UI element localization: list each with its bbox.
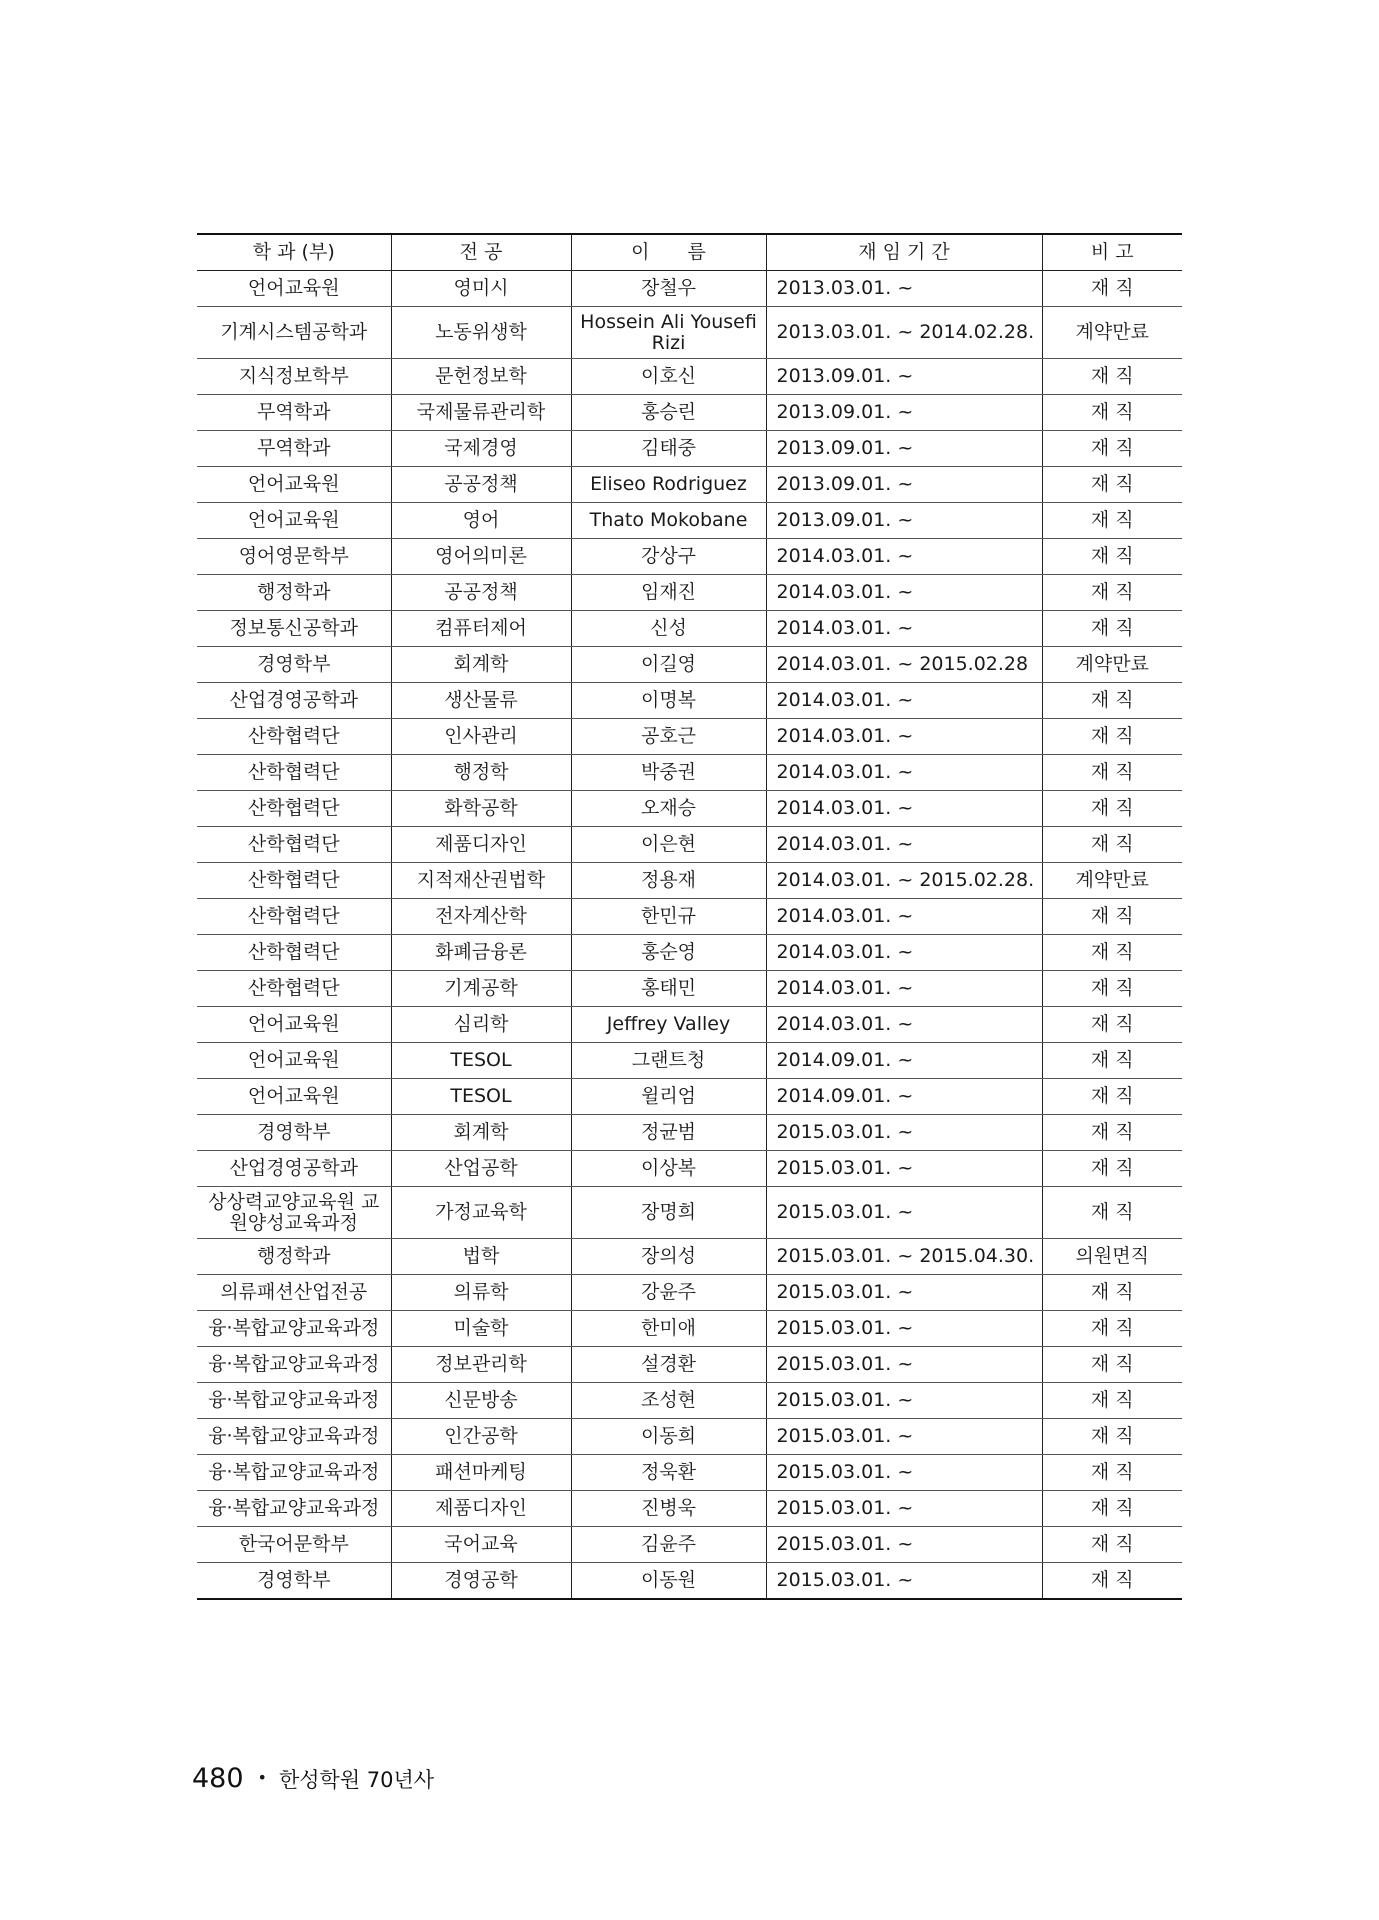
tenure-cell: 2015.03.01. ~ [766,1419,1042,1455]
department-cell: 산업경영공학과 [197,1151,391,1187]
name-cell: 강상구 [571,539,766,575]
table-row [197,1079,1182,1115]
tenure-cell: 2014.03.01. ~ [766,827,1042,863]
name-cell: 장철우 [571,271,766,307]
table-row [197,719,1182,755]
major-cell: 의류학 [391,1275,571,1311]
major-cell: 영미시 [391,271,571,307]
name-cell: 장의성 [571,1239,766,1275]
table-row [197,503,1182,539]
remarks-cell: 재 직 [1042,1491,1182,1527]
remarks-cell: 재 직 [1042,971,1182,1007]
table-row [197,1311,1182,1347]
remarks-cell: 재 직 [1042,271,1182,307]
remarks-cell: 재 직 [1042,683,1182,719]
major-cell: 행정학 [391,755,571,791]
header-major: 전 공 [391,234,571,271]
department-cell: 융·복합교양교육과정 [197,1383,391,1419]
table-row [197,271,1182,307]
tenure-cell: 2014.03.01. ~ [766,1007,1042,1043]
name-cell: 홍순영 [571,935,766,971]
table-row [197,935,1182,971]
major-cell: 회계학 [391,1115,571,1151]
tenure-cell: 2015.03.01. ~ [766,1527,1042,1563]
department-cell: 융·복합교양교육과정 [197,1311,391,1347]
name-cell: 이명복 [571,683,766,719]
department-cell: 언어교육원 [197,1043,391,1079]
major-cell: 정보관리학 [391,1347,571,1383]
remarks-cell: 재 직 [1042,935,1182,971]
remarks-cell: 재 직 [1042,899,1182,935]
name-cell: 홍태민 [571,971,766,1007]
tenure-cell: 2014.09.01. ~ [766,1079,1042,1115]
department-cell: 산학협력단 [197,971,391,1007]
tenure-cell: 2015.03.01. ~ [766,1151,1042,1187]
major-cell: 국제물류관리학 [391,395,571,431]
tenure-cell: 2014.03.01. ~ [766,611,1042,647]
tenure-cell: 2013.03.01. ~ [766,271,1042,307]
remarks-cell: 재 직 [1042,575,1182,611]
name-cell: 한미애 [571,1311,766,1347]
name-cell: 이길영 [571,647,766,683]
table-row [197,1043,1182,1079]
major-cell: 가정교육학 [391,1187,571,1239]
name-cell: 진병욱 [571,1491,766,1527]
major-cell: 패션마케팅 [391,1455,571,1491]
department-cell: 무역학과 [197,431,391,467]
major-cell: 심리학 [391,1007,571,1043]
major-cell: 화학공학 [391,791,571,827]
remarks-cell: 재 직 [1042,1151,1182,1187]
table-row [197,1491,1182,1527]
major-cell: 국제경영 [391,431,571,467]
table-row [197,1239,1182,1275]
table-row [197,791,1182,827]
major-cell: 컴퓨터제어 [391,611,571,647]
footer-bullet: • [257,1768,267,1787]
table-row [197,863,1182,899]
remarks-cell: 재 직 [1042,395,1182,431]
table-row [197,1275,1182,1311]
major-cell: 회계학 [391,647,571,683]
major-cell: 노동위생학 [391,307,571,359]
department-cell: 언어교육원 [197,1079,391,1115]
name-cell: 김태중 [571,431,766,467]
department-cell: 언어교육원 [197,467,391,503]
department-cell: 산업경영공학과 [197,683,391,719]
remarks-cell: 재 직 [1042,1527,1182,1563]
major-cell: 경영공학 [391,1563,571,1600]
tenure-cell: 2015.03.01. ~ [766,1275,1042,1311]
remarks-cell: 재 직 [1042,791,1182,827]
remarks-cell: 재 직 [1042,359,1182,395]
major-cell: 신문방송 [391,1383,571,1419]
department-cell: 기계시스템공학과 [197,307,391,359]
department-cell: 경영학부 [197,647,391,683]
major-cell: 전자계산학 [391,899,571,935]
name-cell: Hossein Ali Yousefi Rizi [571,307,766,359]
remarks-cell: 재 직 [1042,1347,1182,1383]
tenure-cell: 2014.03.01. ~ [766,935,1042,971]
table-row [197,683,1182,719]
table-row [197,1115,1182,1151]
table-row [197,1527,1182,1563]
table-row [197,827,1182,863]
table-row [197,431,1182,467]
tenure-cell: 2013.09.01. ~ [766,395,1042,431]
name-cell: 윌리엄 [571,1079,766,1115]
tenure-cell: 2015.03.01. ~ 2015.04.30. [766,1239,1042,1275]
name-cell: 박중권 [571,755,766,791]
major-cell: TESOL [391,1079,571,1115]
tenure-cell: 2015.03.01. ~ [766,1347,1042,1383]
major-cell: 국어교육 [391,1527,571,1563]
major-cell: 영어 [391,503,571,539]
tenure-cell: 2014.03.01. ~ [766,791,1042,827]
major-cell: 인사관리 [391,719,571,755]
remarks-cell: 계약만료 [1042,647,1182,683]
name-cell: 김윤주 [571,1527,766,1563]
name-cell: 이동희 [571,1419,766,1455]
table-row [197,755,1182,791]
table-row [197,539,1182,575]
major-cell: 영어의미론 [391,539,571,575]
table-row [197,1383,1182,1419]
department-cell: 행정학과 [197,1239,391,1275]
department-cell: 한국어문학부 [197,1527,391,1563]
remarks-cell: 재 직 [1042,1563,1182,1600]
department-cell: 융·복합교양교육과정 [197,1455,391,1491]
remarks-cell: 재 직 [1042,1311,1182,1347]
tenure-cell: 2014.03.01. ~ [766,971,1042,1007]
remarks-cell: 재 직 [1042,539,1182,575]
major-cell: 미술학 [391,1311,571,1347]
department-cell: 행정학과 [197,575,391,611]
tenure-cell: 2014.03.01. ~ 2015.02.28. [766,863,1042,899]
major-cell: 산업공학 [391,1151,571,1187]
remarks-cell: 재 직 [1042,1419,1182,1455]
name-cell: 이동원 [571,1563,766,1600]
department-cell: 언어교육원 [197,503,391,539]
remarks-cell: 재 직 [1042,719,1182,755]
remarks-cell: 재 직 [1042,1007,1182,1043]
major-cell: 화폐금융론 [391,935,571,971]
department-cell: 산학협력단 [197,755,391,791]
tenure-cell: 2013.09.01. ~ [766,467,1042,503]
remarks-cell: 재 직 [1042,1275,1182,1311]
major-cell: 인간공학 [391,1419,571,1455]
table-row [197,467,1182,503]
page-number: 480 [192,1763,244,1794]
name-cell: 정욱환 [571,1455,766,1491]
name-cell: 신성 [571,611,766,647]
department-cell: 경영학부 [197,1115,391,1151]
tenure-cell: 2015.03.01. ~ [766,1115,1042,1151]
tenure-cell: 2013.09.01. ~ [766,503,1042,539]
name-cell: 장명희 [571,1187,766,1239]
department-cell: 산학협력단 [197,827,391,863]
faculty-table-container [197,233,1182,1600]
major-cell: 제품디자인 [391,827,571,863]
table-row [197,971,1182,1007]
table-row [197,611,1182,647]
tenure-cell: 2015.03.01. ~ [766,1455,1042,1491]
remarks-cell: 재 직 [1042,1383,1182,1419]
major-cell: 문헌정보학 [391,359,571,395]
remarks-cell: 재 직 [1042,827,1182,863]
major-cell: 지적재산권법학 [391,863,571,899]
table-row [197,395,1182,431]
name-cell: 설경환 [571,1347,766,1383]
major-cell: 기계공학 [391,971,571,1007]
name-cell: 정용재 [571,863,766,899]
name-cell: 그랜트청 [571,1043,766,1079]
department-cell: 융·복합교양교육과정 [197,1491,391,1527]
tenure-cell: 2015.03.01. ~ [766,1311,1042,1347]
department-cell: 산학협력단 [197,899,391,935]
table-row [197,307,1182,359]
department-cell: 무역학과 [197,395,391,431]
name-cell: 이은현 [571,827,766,863]
table-row [197,1419,1182,1455]
tenure-cell: 2014.03.01. ~ 2015.02.28 [766,647,1042,683]
major-cell: TESOL [391,1043,571,1079]
department-cell: 경영학부 [197,1563,391,1600]
table-row [197,1455,1182,1491]
table-row [197,1347,1182,1383]
header-tenure: 재 임 기 간 [766,234,1042,271]
tenure-cell: 2013.09.01. ~ [766,359,1042,395]
remarks-cell: 재 직 [1042,1187,1182,1239]
tenure-cell: 2014.03.01. ~ [766,755,1042,791]
tenure-cell: 2014.09.01. ~ [766,1043,1042,1079]
remarks-cell: 재 직 [1042,1079,1182,1115]
tenure-cell: 2014.03.01. ~ [766,683,1042,719]
tenure-cell: 2013.03.01. ~ 2014.02.28. [766,307,1042,359]
header-remarks: 비 고 [1042,234,1182,271]
major-cell: 제품디자인 [391,1491,571,1527]
tenure-cell: 2014.03.01. ~ [766,719,1042,755]
remarks-cell: 계약만료 [1042,307,1182,359]
remarks-cell: 재 직 [1042,611,1182,647]
table-row [197,1563,1182,1600]
tenure-cell: 2014.03.01. ~ [766,899,1042,935]
department-cell: 산학협력단 [197,719,391,755]
name-cell: 오재승 [571,791,766,827]
department-cell: 언어교육원 [197,271,391,307]
major-cell: 공공정책 [391,467,571,503]
tenure-cell: 2015.03.01. ~ [766,1563,1042,1600]
table-row [197,359,1182,395]
department-cell: 산학협력단 [197,935,391,971]
name-cell: Eliseo Rodriguez [571,467,766,503]
tenure-cell: 2014.03.01. ~ [766,575,1042,611]
remarks-cell: 재 직 [1042,503,1182,539]
major-cell: 생산물류 [391,683,571,719]
department-cell: 영어영문학부 [197,539,391,575]
table-row [197,1151,1182,1187]
department-cell: 산학협력단 [197,791,391,827]
name-cell: 임재진 [571,575,766,611]
department-cell: 지식정보학부 [197,359,391,395]
department-cell: 산학협력단 [197,863,391,899]
name-cell: 이호신 [571,359,766,395]
remarks-cell: 의원면직 [1042,1239,1182,1275]
name-cell: Thato Mokobane [571,503,766,539]
faculty-table [197,233,1182,1600]
remarks-cell: 재 직 [1042,431,1182,467]
department-cell: 융·복합교양교육과정 [197,1419,391,1455]
name-cell: 조성현 [571,1383,766,1419]
remarks-cell: 계약만료 [1042,863,1182,899]
name-cell: 공호근 [571,719,766,755]
book-title: 한성학원 70년사 [278,1768,435,1792]
department-cell: 상상력교양교육원 교원양성교육과정 [197,1187,391,1239]
table-row [197,899,1182,935]
remarks-cell: 재 직 [1042,1455,1182,1491]
page-footer [192,1763,434,1794]
tenure-cell: 2015.03.01. ~ [766,1383,1042,1419]
table-row [197,1187,1182,1239]
table-row [197,1007,1182,1043]
name-cell: 한민규 [571,899,766,935]
header-name: 이 름 [571,234,766,271]
major-cell: 공공정책 [391,575,571,611]
table-row [197,647,1182,683]
table-header-row [197,234,1182,271]
name-cell: Jeffrey Valley [571,1007,766,1043]
department-cell: 언어교육원 [197,1007,391,1043]
tenure-cell: 2015.03.01. ~ [766,1187,1042,1239]
header-department: 학 과 (부) [197,234,391,271]
tenure-cell: 2013.09.01. ~ [766,431,1042,467]
remarks-cell: 재 직 [1042,1115,1182,1151]
remarks-cell: 재 직 [1042,1043,1182,1079]
name-cell: 홍승린 [571,395,766,431]
table-row [197,575,1182,611]
tenure-cell: 2015.03.01. ~ [766,1491,1042,1527]
department-cell: 정보통신공학과 [197,611,391,647]
tenure-cell: 2014.03.01. ~ [766,539,1042,575]
major-cell: 법학 [391,1239,571,1275]
name-cell: 정균범 [571,1115,766,1151]
department-cell: 융·복합교양교육과정 [197,1347,391,1383]
remarks-cell: 재 직 [1042,755,1182,791]
name-cell: 강윤주 [571,1275,766,1311]
department-cell: 의류패션산업전공 [197,1275,391,1311]
name-cell: 이상복 [571,1151,766,1187]
remarks-cell: 재 직 [1042,467,1182,503]
table-body [197,271,1182,1600]
